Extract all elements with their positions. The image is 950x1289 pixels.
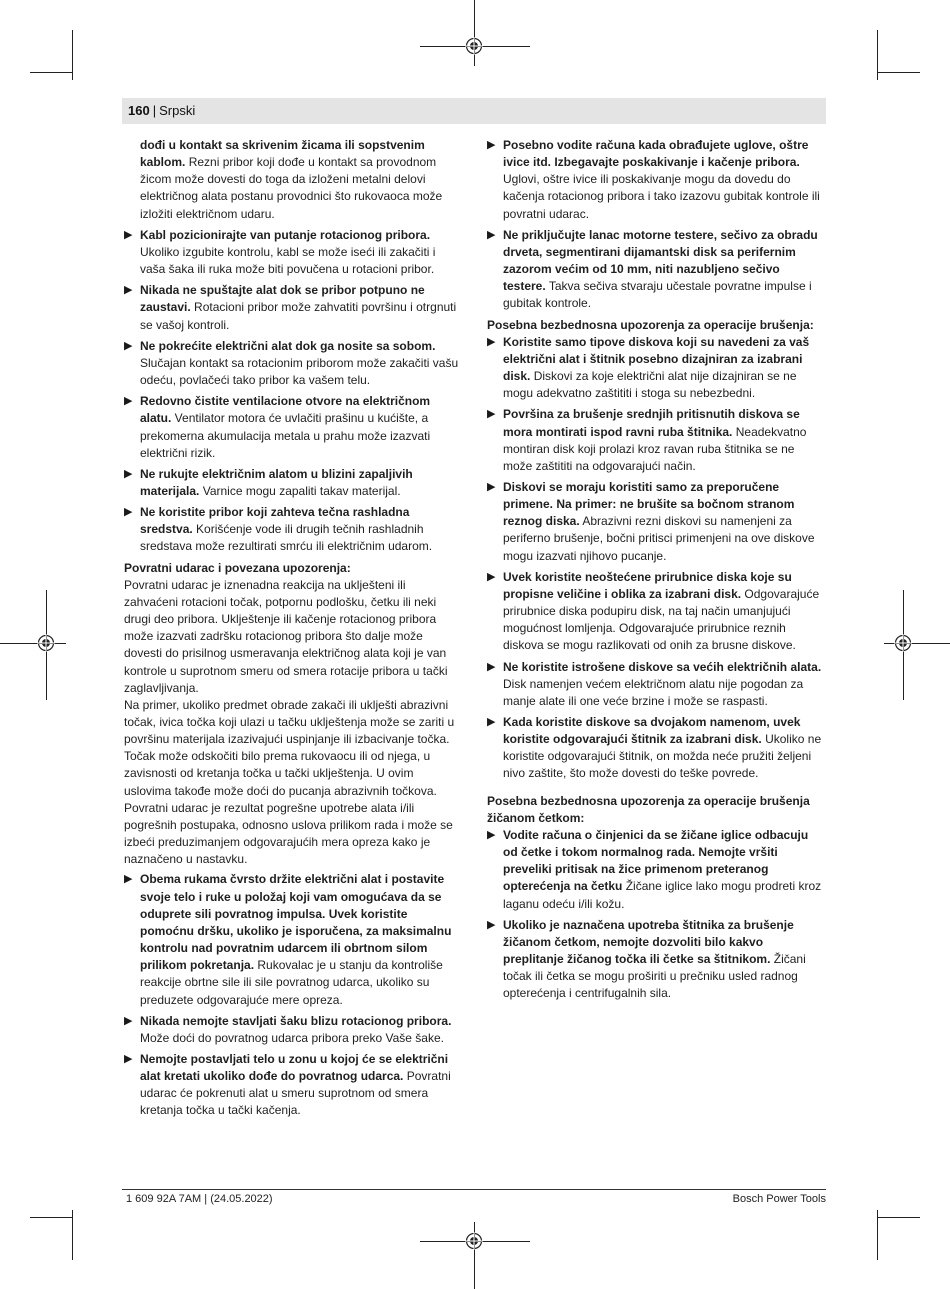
triangle-right-icon: ▶ xyxy=(124,1014,133,1027)
item-text: Korišćenje vode ili drugih tečnih rashladnih sredstava može rezultirati smrću ili električnim udarom. xyxy=(140,522,433,554)
crop-mark xyxy=(72,30,73,80)
item-text: Rukovalac je u stanju da kontroliše reakcije obrtne sile ili sile povratnog udarca, ukoliko su preduzete odgovarajuće mere opreza. xyxy=(140,958,443,1007)
triangle-right-icon: ▶ xyxy=(487,139,496,151)
list-item xyxy=(487,827,825,913)
item-text: Povratni udarac će pokrenuti alat u smeru suprotnom od smera kretanja točka u tački kačenja. xyxy=(140,1069,451,1118)
item-bold-text: Ne koristite pribor koji zahteva tečna rashladna sredstva. xyxy=(140,505,410,537)
triangle-right-icon: ▶ xyxy=(124,506,133,519)
triangle-right-icon: ▶ xyxy=(487,570,496,583)
page-header-bar xyxy=(122,98,826,124)
wire-items-list xyxy=(487,827,825,1003)
list-item xyxy=(487,137,825,223)
item-text: Ukoliko izgubite kontrolu, kabl se može iseći ili zakačiti i vaša šaka ili ruka može biti povučena u rotacioni pribor. xyxy=(140,244,436,277)
right-items-list xyxy=(487,137,825,313)
list-item xyxy=(124,504,460,555)
item-text: Diskovi za koje električni alat nije dizajniran se ne mogu adekvatno zaštititi i stoga su nebezbedni. xyxy=(503,369,797,401)
header-language: Srpski xyxy=(159,103,196,118)
list-item xyxy=(124,466,460,500)
item-bold-text: Uvek koristite neoštećene prirubnice diska koje su propisne veličine i oblika za izabrani disk. xyxy=(503,569,792,601)
kickback-items-list xyxy=(124,871,460,1119)
section-title-kickback: Povratni udarac i povezana upozorenja: xyxy=(124,560,351,575)
item-text: Uglovi, oštre ivice ili poskakivanje mogu da dovedu do kačenja rotacionog pribora i tako izazovu gubitak kontrole ili povratni udarac. xyxy=(503,172,820,221)
triangle-right-icon: ▶ xyxy=(124,395,133,408)
registration-mark-icon xyxy=(465,1232,483,1250)
list-item xyxy=(487,917,825,1003)
registration-mark-icon xyxy=(894,634,912,652)
list-item xyxy=(487,714,825,783)
crop-mark xyxy=(30,72,72,73)
item-bold-text: Nikada nemojte stavljati šaku blizu rotacionog pribora. xyxy=(140,1013,452,1028)
item-text: Rezni pribor koji dođe u kontakt sa provodnom žicom može dovesti do toga da izloženi metalni delovi električnog alata postanu provodnici što rukovaoca može izložiti električnom udaru. xyxy=(140,155,443,221)
item-text: Ventilator motora će uvlačiti prašinu u kućište, a prekomerna akumulacija metala u prahu može izazvati električni rizik. xyxy=(140,411,431,460)
paragraph: Povratni udarac je iznenadna reakcija na uklješteni ili zahvaćeni rotacioni točak, potpornu podlošku, četku ili neki drugi deo pribora. Uklještenje ili kačenje rotacionog pribora može izazvati zadršku rotacionog pribora što dalje može dovesti do prisilnog usmeravanja električnog alata koji je van kontrole u suprotnom smeru od smera rotacije pribora u tački zaglavljivanja. xyxy=(124,577,448,695)
footer-rule xyxy=(122,1189,826,1190)
list-item xyxy=(124,393,460,462)
list-item xyxy=(124,338,460,389)
triangle-right-icon: ▶ xyxy=(124,1052,133,1065)
registration-mark-icon xyxy=(465,37,483,55)
item-bold-text: Ne koristite istrošene diskove sa većih električnih alata. xyxy=(503,659,822,674)
item-text: Takva sečiva stvaraju učestale povratne impulse i gubitak kontrole. xyxy=(503,279,812,311)
item-text: Žičani točak ili četka se mogu proširiti u prečniku usled radnog opterećenja i centrifugalnih sila. xyxy=(503,952,806,1001)
item-bold-text: Kabl pozicionirajte van putanje rotacionog pribora. xyxy=(140,227,431,242)
item-bold-text: Ne pokrećite električni alat dok ga nosite sa sobom. xyxy=(140,338,436,353)
page-header xyxy=(128,103,195,119)
page-number: 160 xyxy=(128,103,150,118)
item-text: Odgovarajuće prirubnice diska podupiru disk, na taj način umanjujući mogućnost lomljenja. Odgovarajuće prirubnice reznih diskova se mogu razlikovati od onih za brusne diskove. xyxy=(503,586,820,653)
triangle-right-icon: ▶ xyxy=(487,335,496,348)
item-bold-text: Nemojte postavljati telo u zonu u kojoj će se električni alat kretati ukoliko dođe do povratnog udarca. xyxy=(140,1051,449,1084)
crop-mark xyxy=(72,1210,73,1260)
left-column xyxy=(124,137,460,1124)
list-item xyxy=(124,871,460,1008)
right-column xyxy=(487,137,825,1007)
item-text: Može doći do povratnog udarca pribora preko Vaše šake. xyxy=(140,1030,444,1045)
item-bold-text: Obema rukama čvrsto držite električni alat i postavite svoje telo i ruke u položaj koji vam omogućava da se odupretе sili povratnog impulsa. Uvek koristite pomoćnu dršku, ukoliko je isporučena, za maksimalnu kontrolu nad povratnim udarcem ili obrtnom silom prilikom pokretanja. xyxy=(140,872,452,973)
header-separator: | xyxy=(152,103,157,118)
registration-mark-icon xyxy=(37,634,55,652)
list-item xyxy=(124,1013,460,1047)
list-item xyxy=(124,137,460,223)
section-title-wire-brush: Posebna bezbednosna upozorenja za operacije brušenja žičanom četkom: xyxy=(487,793,810,825)
list-item xyxy=(487,334,825,403)
triangle-right-icon: ▶ xyxy=(487,660,496,673)
list-item xyxy=(487,659,825,710)
list-item xyxy=(487,569,825,655)
triangle-right-icon: ▶ xyxy=(487,480,496,493)
triangle-right-icon: ▶ xyxy=(124,873,133,886)
triangle-right-icon: ▶ xyxy=(487,228,496,241)
crop-mark xyxy=(878,1217,920,1218)
paragraph: Na primer, ukoliko predmet obrade zakači ili uklješti abrazivni točak, ivica točka koji ulazi u tačku uklještenja može se zariti u površinu materijala izazivajući uspinjanje ili izbacivanje točka. Točak može odskočiti bilo prema rukovaocu ili od njega, u zavisnosti od kretanja točka u tački uklještenja. U ovim uslovima takođe može doći do pucanja abrazivnih točkova. xyxy=(124,697,455,798)
item-bold-text: Koristite samo tipove diskova koji su navedeni za vaš električni alat i štitnik posebno dizajniran za izabrani disk. xyxy=(503,334,810,384)
item-bold-text: Diskovi se moraju koristiti samo za preporučene primene. Na primer: ne brušite sa bočnom stranom reznog diska. xyxy=(503,479,795,529)
item-bold-text: Površina za brušenje srednjih pritisnutih diskova se mora montirati ispod ravni ruba štitnika. xyxy=(503,407,800,439)
item-bold-text: Kada koristite diskove sa dvojakom namenom, uvek koristite odgovarajući štitnik za izabrani disk. xyxy=(503,715,801,747)
triangle-right-icon: ▶ xyxy=(487,408,496,421)
item-text: Žičane iglice lako mogu prodreti kroz laganu odeću i/ili kožu. xyxy=(503,879,822,911)
list-item xyxy=(487,479,825,565)
item-bold-text: Posebno vodite računa kada obrađujete uglove, oštre ivice itd. Izbegavajte poskakivanje i kačenje pribora. xyxy=(503,138,809,170)
triangle-right-icon: ▶ xyxy=(124,284,133,297)
triangle-right-icon: ▶ xyxy=(124,467,133,480)
item-bold-text: Vodite računa o činjenici da se žičane iglice odbacuju od četke i tokom normalnog rada. Nemojte vršiti preveliki pritisak na žice primenom preteranog opterećenja na četku xyxy=(503,827,809,894)
kickback-paragraphs xyxy=(124,577,460,869)
item-text: Neadekvatno montiran disk koji prolazi kroz ravan ruba štitnika se ne može zaštititi na odgovarajući način. xyxy=(503,424,807,473)
paragraph: Povratni udarac je rezultat pogrešne upotrebe alata i/ili pogrešnih postupaka, odnosno uslova prilikom rada i može se izbeći preduzimanjem odgovarajućih mera opreza kako je naznačeno u nastavku. xyxy=(124,800,453,867)
item-bold-text: dođi u kontakt sa skrivenim žicama ili sopstvenim kablom. xyxy=(140,138,425,170)
triangle-right-icon: ▶ xyxy=(487,828,496,841)
item-bold-text: Ne priključujte lanac motorne testere, sečivo za obradu drveta, segmentirani dijamantski disk sa perifernim zazorom većim od 10 mm, niti nazubljeno sečivo testere. xyxy=(503,227,818,294)
footer-doc-code: 1 609 92A 7AM | (24.05.2022) xyxy=(126,1193,273,1205)
left-items-list xyxy=(124,227,460,556)
item-text: Slučajan kontakt sa rotacionim priborom može zakačiti vašu odeću, povlačeći tako pribor ka vašem telu. xyxy=(140,355,459,388)
item-text: Rotacioni pribor može zahvatiti površinu i otrgnuti se vašoj kontroli. xyxy=(140,300,457,332)
list-item xyxy=(124,1051,460,1120)
triangle-right-icon: ▶ xyxy=(487,716,496,728)
item-bold-text: Nikada ne spuštajte alat dok se pribor potpuno ne zaustavi. xyxy=(140,283,425,315)
item-text: Abrazivni rezni diskovi su namenjeni za periferno brušenje, bočni pritisci primenjeni na ove diskove mogu izazvati njihovo pucanje. xyxy=(503,514,815,563)
list-item xyxy=(487,406,825,475)
list-item xyxy=(124,227,460,278)
section-title-grinding: Posebna bezbednosna upozorenja za operacije brušenja: xyxy=(487,317,814,332)
item-bold-text: Redovno čistite ventilacione otvore na električnom alatu. xyxy=(140,394,431,426)
crop-mark xyxy=(878,72,920,73)
item-text: Varnice mogu zapaliti takav materijal. xyxy=(199,483,401,498)
crop-mark xyxy=(30,1217,72,1218)
crop-mark xyxy=(0,643,66,644)
list-item xyxy=(487,227,825,313)
item-text: Ukoliko ne koristite odgovarajući štitnik, on možda neće pružiti željeni nivo zaštite, što može dovesti do teške povrede. xyxy=(503,732,822,781)
triangle-right-icon: ▶ xyxy=(124,228,133,241)
triangle-right-icon: ▶ xyxy=(487,918,496,931)
item-text: Disk namenjen većem električnom alatu nije pogodan za manje alate ili one veće brzine i može se raspasti. xyxy=(503,676,804,708)
triangle-right-icon: ▶ xyxy=(124,339,133,352)
list-item xyxy=(124,282,460,333)
item-bold-text: Ne rukujte električnim alatom u blizini zapaljivih materijala. xyxy=(140,466,413,498)
item-bold-text: Ukoliko je naznačena upotreba štitnika za brušenje žičanom četkom, nemojte dozvoliti bilo kakvo preplitanje žičanog točka ili četke sa štitnikom. xyxy=(503,917,794,967)
crop-mark xyxy=(474,0,475,66)
footer-brand: Bosch Power Tools xyxy=(732,1193,826,1205)
grinding-items-list xyxy=(487,334,825,783)
